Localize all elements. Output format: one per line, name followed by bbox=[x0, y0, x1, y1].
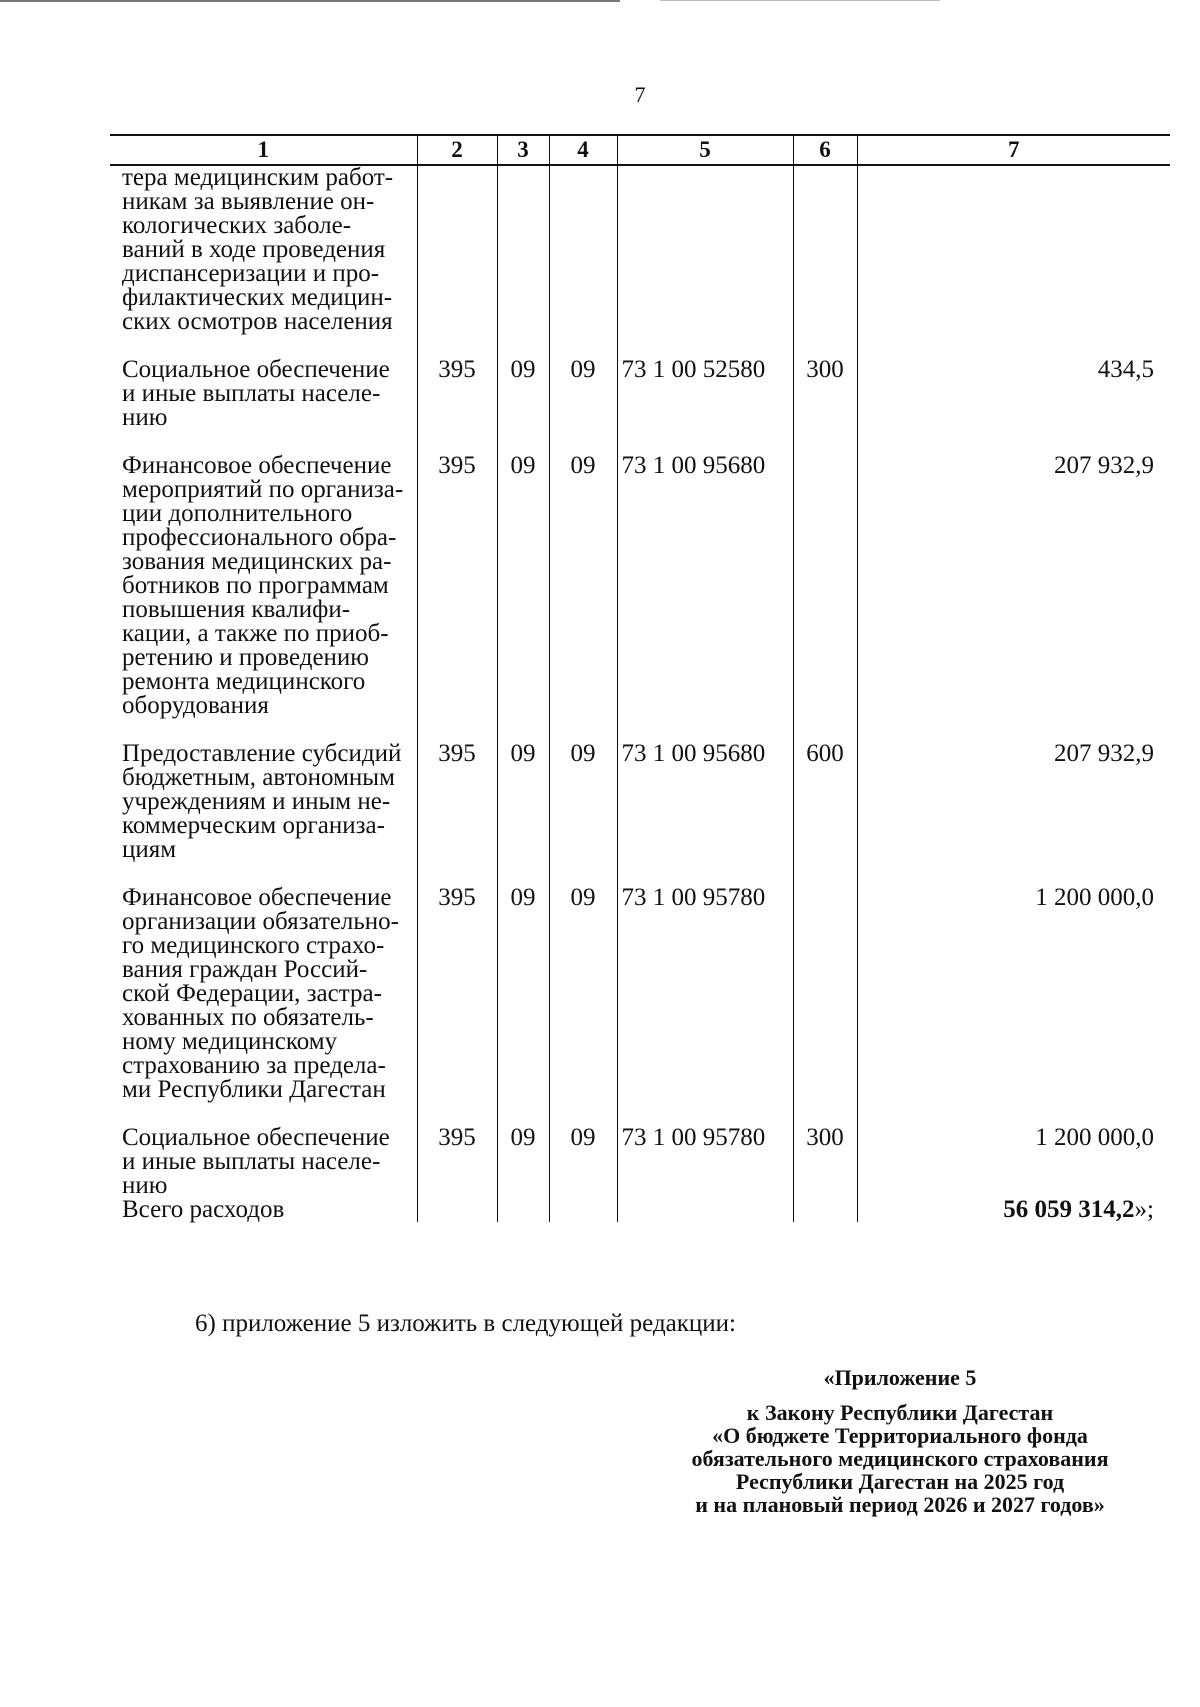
target-article-cell bbox=[617, 165, 793, 358]
appendix-title: «Приложение 5 bbox=[823, 1365, 977, 1390]
expense-name-line: кации, а также по приоб- bbox=[122, 620, 389, 647]
column-header: 1 bbox=[110, 135, 417, 165]
expense-type-cell bbox=[793, 165, 857, 358]
expense-name-cell bbox=[110, 1126, 417, 1198]
column-header: 6 bbox=[793, 135, 857, 165]
expense-name-line: ских осмотров населения bbox=[122, 308, 393, 335]
total-value: 56 059 314,2 bbox=[1003, 1196, 1135, 1223]
expenditure-table bbox=[110, 134, 1170, 1222]
amendment-paragraph: 6) приложение 5 изложить в следующей редакции: bbox=[195, 1310, 736, 1337]
table-row bbox=[110, 886, 1170, 1126]
empty-cell bbox=[549, 1198, 617, 1222]
subsection-code-cell: 09 bbox=[549, 454, 617, 742]
expense-name-line: ному медицинскому bbox=[122, 1028, 338, 1055]
empty-cell bbox=[793, 1198, 857, 1222]
expense-name-line: ской Федерации, застра- bbox=[122, 980, 382, 1007]
expense-name-line: вания граждан Россий- bbox=[122, 956, 368, 983]
table-row bbox=[110, 742, 1170, 886]
total-label: Всего расходов bbox=[110, 1198, 417, 1222]
expense-name-line: и иные выплаты населе- bbox=[122, 1148, 381, 1175]
amount-cell: 434,5 bbox=[857, 358, 1170, 454]
grbs-code-cell: 395 bbox=[417, 1126, 497, 1198]
expense-name-line: мероприятий по организа- bbox=[122, 476, 404, 503]
expense-name-line: хованных по обязатель- bbox=[122, 1004, 374, 1031]
expense-name-line: оборудования bbox=[122, 692, 269, 719]
expense-name-line: Социальное обеспечение bbox=[122, 356, 390, 383]
empty-cell bbox=[617, 1198, 793, 1222]
subsection-code-cell: 09 bbox=[549, 1126, 617, 1198]
expense-name-line: го медицинского страхо- bbox=[122, 932, 385, 959]
amount-cell: 1 200 000,0 bbox=[857, 886, 1170, 1126]
appendix-line: Республики Дагестан на 2025 год bbox=[735, 1469, 1065, 1494]
expense-name-line: нию bbox=[122, 404, 168, 431]
column-header: 4 bbox=[549, 135, 617, 165]
expense-type-cell: 600 bbox=[793, 742, 857, 886]
expense-name-line: Социальное обеспечение bbox=[122, 1124, 390, 1151]
target-article-cell: 73 1 00 52580 bbox=[617, 358, 793, 454]
closing-quote: »; bbox=[1134, 1196, 1154, 1223]
expense-name-cell bbox=[110, 358, 417, 454]
expense-name-line: ремонта медицинского bbox=[122, 668, 366, 695]
expense-name-line: ваний в ходе проведения bbox=[122, 236, 386, 263]
grbs-code-cell bbox=[417, 165, 497, 358]
expense-name-line: и иные выплаты населе- bbox=[122, 380, 381, 407]
subsection-code-cell bbox=[549, 165, 617, 358]
expense-name-line: кологических заболе- bbox=[122, 212, 352, 239]
amount-cell: 207 932,9 bbox=[857, 454, 1170, 742]
column-header: 3 bbox=[497, 135, 549, 165]
column-header: 5 bbox=[617, 135, 793, 165]
expense-name-line: Финансовое обеспечение bbox=[122, 452, 392, 479]
expense-name-line: Финансовое обеспечение bbox=[122, 884, 392, 911]
expense-name-cell bbox=[110, 454, 417, 742]
empty-cell bbox=[417, 1198, 497, 1222]
grbs-code-cell: 395 bbox=[417, 358, 497, 454]
target-article-cell: 73 1 00 95680 bbox=[617, 454, 793, 742]
section-code-cell: 09 bbox=[497, 1126, 549, 1198]
grbs-code-cell: 395 bbox=[417, 886, 497, 1126]
expense-name-line: коммерческим организа- bbox=[122, 812, 385, 839]
table-row bbox=[110, 454, 1170, 742]
target-article-cell: 73 1 00 95680 bbox=[617, 742, 793, 886]
appendix-line: «О бюджете Территориального фонда bbox=[712, 1423, 1088, 1448]
expense-name-line: профессионального обра- bbox=[122, 524, 397, 551]
total-row bbox=[110, 1198, 1170, 1222]
expense-name-line: страхованию за предела- bbox=[122, 1052, 386, 1079]
total-amount-cell bbox=[857, 1198, 1170, 1222]
expense-name-line: Предоставление субсидий bbox=[122, 740, 402, 767]
expense-name-line: диспансеризации и про- bbox=[122, 260, 380, 287]
expense-name-line: организации обязательно- bbox=[122, 908, 399, 935]
target-article-cell: 73 1 00 95780 bbox=[617, 1126, 793, 1198]
table-row bbox=[110, 165, 1170, 358]
expense-name-line: учреждениям и иным не- bbox=[122, 788, 391, 815]
appendix-line: и на плановый период 2026 и 2027 годов» bbox=[695, 1492, 1105, 1517]
expense-name-line: никам за выявление он- bbox=[122, 188, 375, 215]
column-header: 2 bbox=[417, 135, 497, 165]
section-code-cell: 09 bbox=[497, 358, 549, 454]
column-header: 7 bbox=[857, 135, 1170, 165]
grbs-code-cell: 395 bbox=[417, 454, 497, 742]
grbs-code-cell: 395 bbox=[417, 742, 497, 886]
empty-cell bbox=[497, 1198, 549, 1222]
section-code-cell: 09 bbox=[497, 454, 549, 742]
expense-name-line: повышения квалифи- bbox=[122, 596, 351, 623]
expense-name-cell bbox=[110, 742, 417, 886]
section-code-cell bbox=[497, 165, 549, 358]
table-row bbox=[110, 1126, 1170, 1198]
expense-name-line: ботников по программам bbox=[122, 572, 389, 599]
subsection-code-cell: 09 bbox=[549, 358, 617, 454]
target-article-cell: 73 1 00 95780 bbox=[617, 886, 793, 1126]
scan-edge-line bbox=[660, 0, 940, 1]
subsection-code-cell: 09 bbox=[549, 886, 617, 1126]
subsection-code-cell: 09 bbox=[549, 742, 617, 886]
expense-name-cell bbox=[110, 886, 417, 1126]
expense-type-cell: 300 bbox=[793, 1126, 857, 1198]
appendix-line: обязательного медицинского страхования bbox=[691, 1446, 1109, 1471]
expense-name-line: нию bbox=[122, 1172, 168, 1199]
page-number: 7 bbox=[634, 82, 646, 107]
expense-name-line: зования медицинских ра- bbox=[122, 548, 392, 575]
expense-type-cell bbox=[793, 454, 857, 742]
amount-cell bbox=[857, 165, 1170, 358]
amount-cell: 1 200 000,0 bbox=[857, 1126, 1170, 1198]
section-code-cell: 09 bbox=[497, 742, 549, 886]
table-header-row bbox=[110, 135, 1170, 165]
section-code-cell: 09 bbox=[497, 886, 549, 1126]
expense-name-line: циям bbox=[122, 836, 177, 863]
expense-name-cell bbox=[110, 165, 417, 358]
appendix-heading bbox=[640, 1366, 1160, 1516]
expense-name-line: ретению и проведению bbox=[122, 644, 369, 671]
expense-type-cell bbox=[793, 886, 857, 1126]
amount-cell: 207 932,9 bbox=[857, 742, 1170, 886]
expense-name-line: ции дополнительного bbox=[122, 500, 353, 527]
expense-name-line: ми Республики Дагестан bbox=[122, 1076, 386, 1103]
appendix-line: к Закону Республики Дагестан bbox=[746, 1400, 1054, 1425]
expense-name-line: бюджетным, автономным bbox=[122, 764, 395, 791]
expense-name-line: тера медицинским работ- bbox=[122, 164, 394, 191]
table-row bbox=[110, 358, 1170, 454]
expense-type-cell: 300 bbox=[793, 358, 857, 454]
expense-name-line: филактических медицин- bbox=[122, 284, 393, 311]
scan-edge-line bbox=[0, 0, 620, 2]
